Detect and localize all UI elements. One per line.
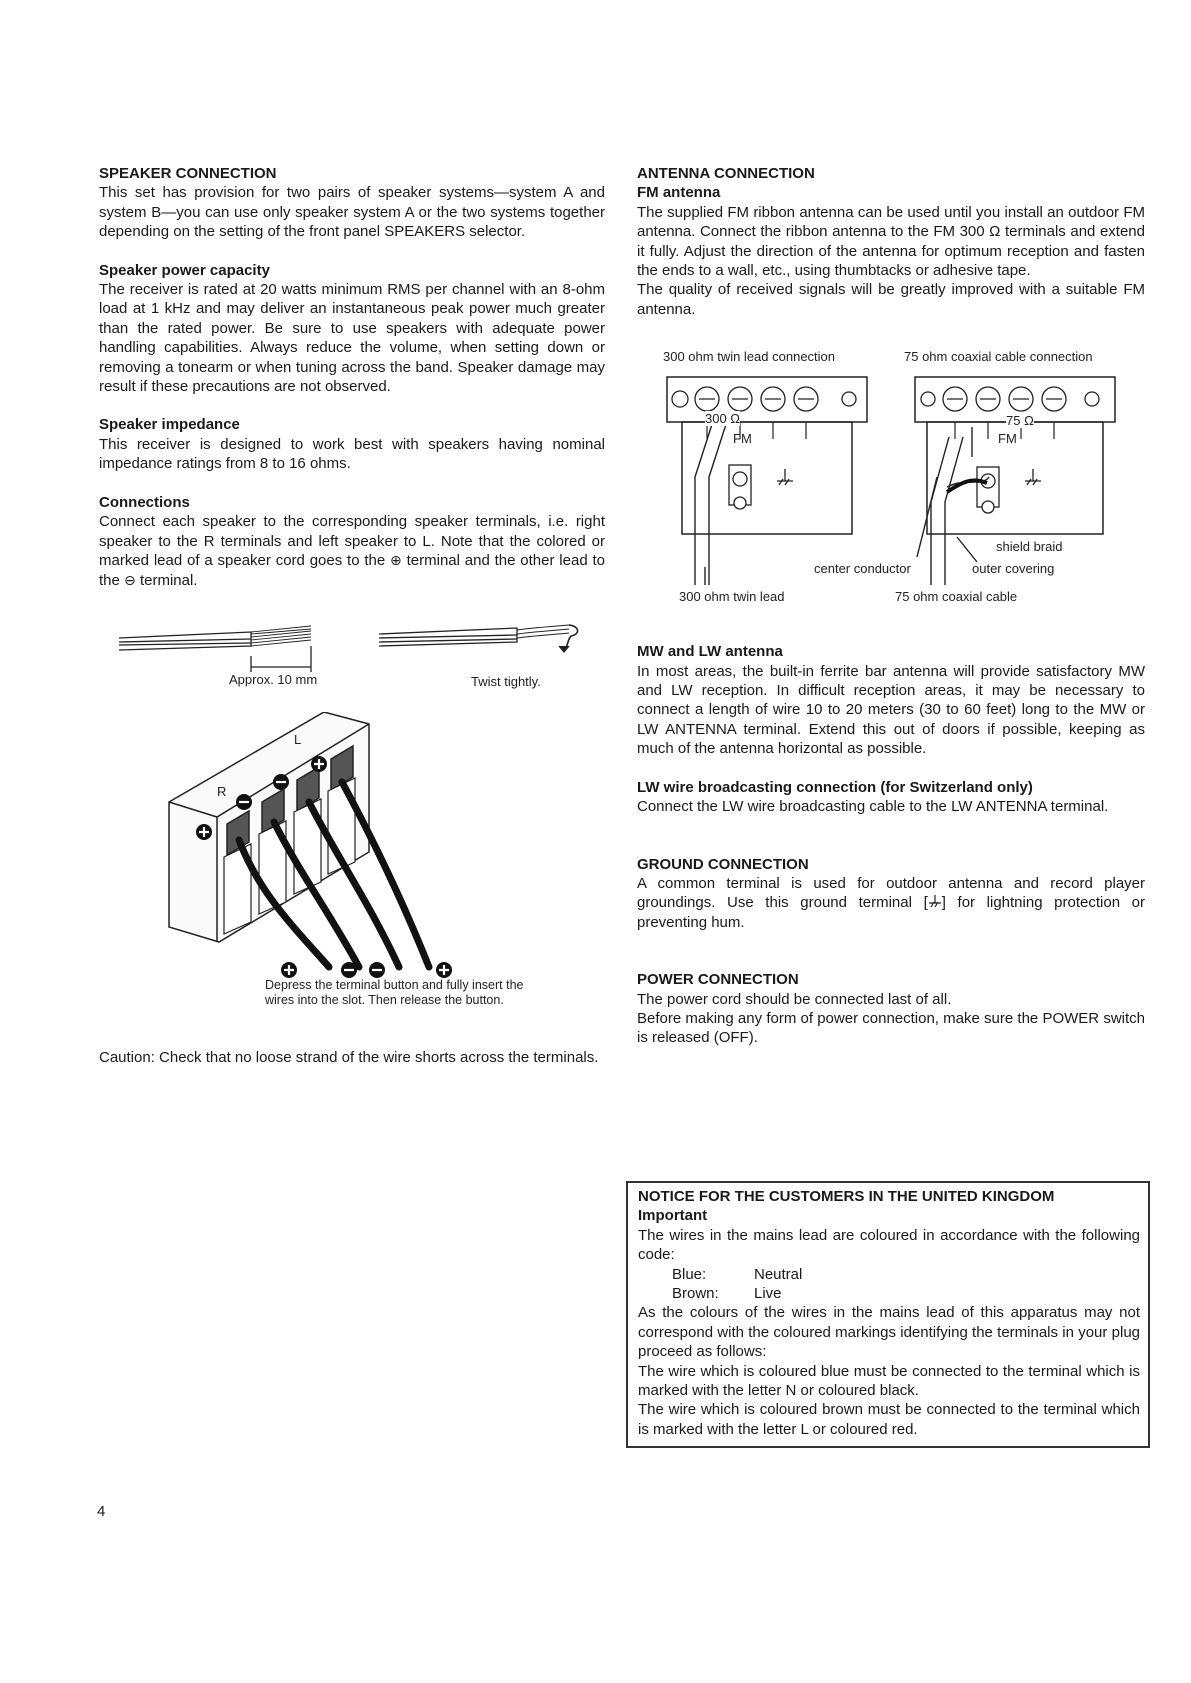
power-text-1: The power cord should be connected last of all. [637,990,952,1008]
uk-notice-box [626,1181,1150,1448]
terminal-R-label: R [217,783,227,799]
wire-strip-drawing [99,612,605,712]
lw-wire-heading: LW wire broadcasting connection (for Switzerland only) [637,778,1033,796]
speaker-connection-heading: SPEAKER CONNECTION [99,165,277,182]
fig-75-title: 75 ohm coaxial cable connection [904,349,1093,365]
notice-title: NOTICE FOR THE CUSTOMERS IN THE UNITED KINGDOM [638,1188,1055,1205]
outer-covering-label: outer covering [972,561,1055,577]
code-row-blue: Blue: Neutral [672,1265,803,1283]
depress-caption: Depress the terminal button and fully insert the wires into the slot. Then release the button. [265,977,524,1007]
left-column [99,164,605,1067]
speaker-impedance-heading: Speaker impedance [99,416,240,434]
speaker-power-heading: Speaker power capacity [99,261,270,279]
notice-text-3: The wire which is coloured brown must be connected to the terminal which is marked with the letter L or coloured red. [638,1401,1140,1438]
caution-text: Caution: Check that no loose strand of the wire shorts across the terminals. [99,1048,599,1066]
fm-antenna-heading: FM antenna [637,184,721,202]
power-connection-heading: POWER CONNECTION [637,971,799,989]
label-75-ohm: 75 Ω [1006,413,1034,429]
center-conductor-label: center conductor [814,561,911,577]
power-text-2: Before making any form of power connection, make sure the POWER switch is released (OFF). [637,1009,1145,1047]
label-fm-right: FM [998,431,1017,447]
twisted-wire-illustration [379,625,578,652]
fm-antenna-text: The supplied FM ribbon antenna can be used until you install an outdoor FM antenna. Connect the ribbon antenna to the FM 300 Ω terminals and extend it fully. Adjust the direction of the antenna for optimum reception and fasten the ends to a wall, etc., using thumbtacks or adhesive tape. [637,203,1145,280]
notice-text-2: The wire which is coloured blue must be connected to the terminal which is marked with the letter N or coloured black. [638,1362,1140,1400]
wire-strip-figure [99,612,605,712]
twist-tightly-label: Twist tightly. [471,673,541,689]
fig-300-title: 300 ohm twin lead connection [663,349,836,365]
connections-text: Connect each speaker to the corresponding speaker terminals, i.e. right speaker to the R terminals and left speaker to L. Note that the colored or marked lead of a speaker cord goes to the ⊕ terminal and the other lead to the ⊖ terminal. [99,513,605,590]
notice-subtitle: Important [638,1207,708,1225]
speaker-intro: This set has provision for two pairs of speaker systems—system A and system B—you can use only speaker system A or the two systems together depending on the setting of the front panel SPEAKERS selector. [99,184,605,241]
speaker-power-text: The receiver is rated at 20 watts minimum RMS per channel with an 8-ohm load at 1 kHz and may deliver an instantaneous peak power much greater than the rated power. Be sure to use speakers with adequate power handling capabilities. Always reduce the volume, when setting down or removing a tonearm or when tuning across the band. Speaker damage may result if these precautions are not observed. [99,281,605,396]
fm-antenna-figure [637,327,1145,642]
approx-10mm-label: Approx. 10 mm [229,671,318,687]
stripped-wire-illustration [119,626,311,672]
ground-connection-heading: GROUND CONNECTION [637,855,809,873]
mw-lw-heading: MW and LW antenna [637,643,783,661]
antenna-connection-heading: ANTENNA CONNECTION [637,165,815,182]
label-fm-left: FM [733,431,752,447]
fm-antenna-text-2: The quality of received signals will be greatly improved with a suitable FM antenna. [637,281,1145,318]
speaker-terminal-drawing [99,712,605,992]
terminal-L-label: L [294,731,302,747]
shield-braid-label: shield braid [996,539,1063,555]
right-column [637,164,1145,1048]
fig-300-caption: 300 ohm twin lead [679,589,785,605]
page-number: 4 [97,1503,106,1520]
fig-75-caption: 75 ohm coaxial cable [895,589,1018,605]
label-300-ohm: 300 Ω [705,411,741,427]
ground-symbol-icon [928,895,942,908]
speaker-impedance-text: This receiver is designed to work best with speakers having nominal impedance ratings from 8 to 16 ohms. [99,435,605,473]
mw-lw-text: In most areas, the built-in ferrite bar antenna will provide satisfactory MW and LW reception. In difficult reception areas, it may be necessary to connect a length of wire 10 to 20 meters (30 to 60 feet) long to the MW or LW ANTENNA terminal. Extend this out of doors if possible, keeping as much of the antenna horizontal as possible. [637,662,1145,758]
notice-intro: The wires in the mains lead are coloured in accordance with the following code: [638,1226,1140,1264]
notice-text-1: As the colours of the wires in the mains lead of this apparatus may not correspond with the coloured markings identifying the terminals in your plug proceed as follows: [638,1304,1140,1361]
lw-wire-text: Connect the LW wire broadcasting cable to the LW ANTENNA terminal. [637,798,1109,816]
connections-heading: Connections [99,493,190,511]
speaker-terminal-figure [99,712,605,1007]
code-row-brown: Brown: Live [672,1285,782,1303]
ground-text: A common terminal is used for outdoor antenna and record player groundings. Use this ground terminal [ ] for lightning protection or preventing hum. [637,874,1145,931]
